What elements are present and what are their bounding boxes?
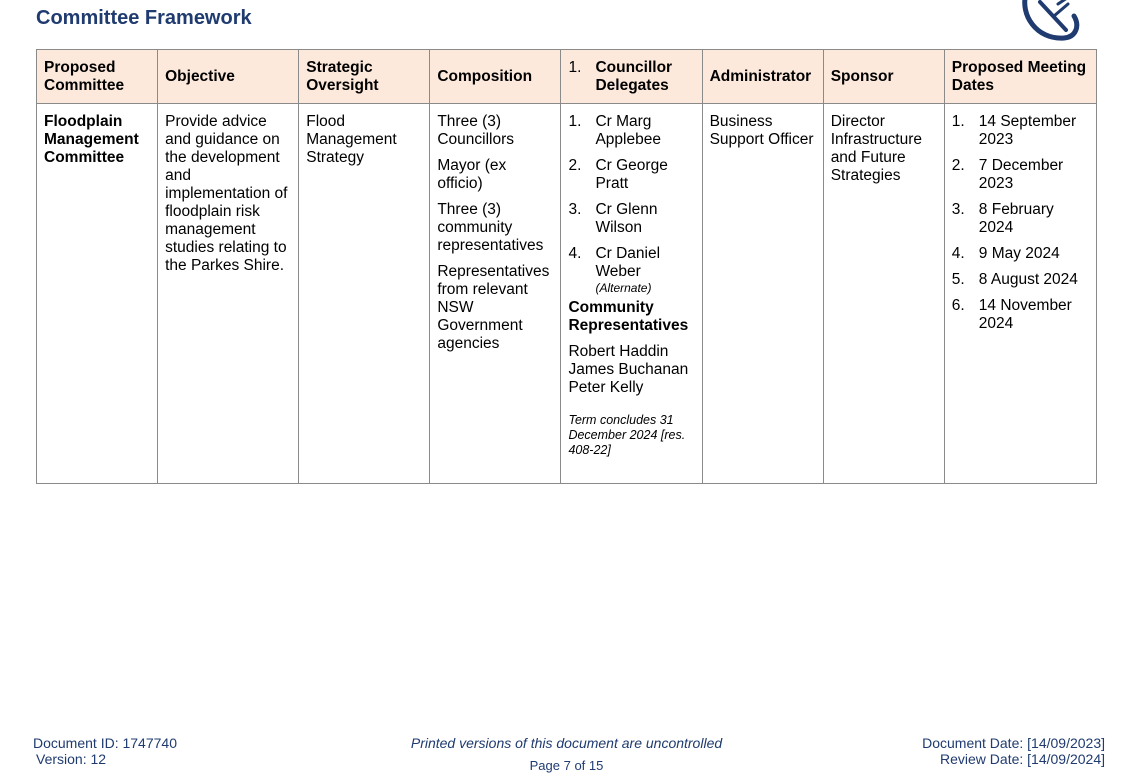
meeting-date: 7 December 2023: [978, 157, 1064, 192]
list-number: 1.: [568, 113, 582, 130]
meeting-date-item: [952, 201, 1089, 237]
table-row: [37, 104, 1097, 484]
list-number: 3.: [951, 201, 965, 218]
document-id: Document ID: 1747740: [33, 735, 177, 751]
delegate-name: Cr Daniel Weber: [595, 245, 661, 280]
delegate-item: [568, 245, 694, 295]
header-proposed-committee: Proposed Committee: [37, 50, 158, 104]
meeting-date-item: [952, 297, 1089, 333]
cell-committee-name: Floodplain Management Committee: [37, 104, 158, 484]
community-rep: Peter Kelly: [568, 379, 644, 396]
delegate-item: [568, 157, 694, 193]
meeting-date-item: [952, 157, 1089, 193]
cell-objective: Provide advice and guidance on the development and implementation of floodplain risk management studies relating to the Parkes Shire.: [158, 104, 299, 484]
community-rep: James Buchanan: [568, 361, 689, 378]
page-number: Page 7 of 15: [529, 758, 604, 773]
satellite-dish-icon: [1018, 0, 1082, 42]
meeting-date-item: [952, 113, 1089, 149]
meeting-date-item: [952, 271, 1089, 289]
list-number: 5.: [951, 271, 965, 288]
list-number: 4.: [951, 245, 965, 262]
list-number: 4.: [568, 245, 582, 262]
list-number: 1.: [951, 113, 965, 130]
meeting-date: 14 November 2024: [978, 297, 1072, 332]
cell-oversight: Flood Management Strategy: [299, 104, 430, 484]
delegate-name: Cr George Pratt: [595, 157, 668, 192]
header-sponsor: Sponsor: [823, 50, 944, 104]
composition-item: Mayor (ex officio): [437, 157, 507, 192]
meeting-date: 9 May 2024: [978, 245, 1060, 262]
community-heading: Community Representatives: [568, 299, 689, 334]
meeting-date: 8 February 2024: [978, 201, 1054, 236]
document-version: Version: 12: [36, 751, 107, 767]
document-date: Document Date: [14/09/2023]: [922, 735, 1105, 751]
delegates-list: [568, 113, 694, 295]
meeting-date: 8 August 2024: [978, 271, 1078, 288]
header-objective: Objective: [158, 50, 299, 104]
review-date: Review Date: [14/09/2024]: [940, 751, 1105, 767]
header-meeting-dates: Proposed Meeting Dates: [944, 50, 1096, 104]
header-administrator: Administrator: [702, 50, 823, 104]
header-strategic-oversight: Strategic Oversight: [299, 50, 430, 104]
composition-item: Three (3) community representatives: [437, 201, 544, 254]
term-note: Term concludes 31 December 2024 [res. 408-22]: [568, 413, 686, 457]
meeting-dates-list: [952, 113, 1089, 333]
list-number: 2.: [568, 157, 582, 174]
alternate-note: (Alternate): [595, 281, 652, 295]
table-header-row: [37, 50, 1097, 104]
list-number: 6.: [951, 297, 965, 314]
delegate-name: Cr Glenn Wilson: [595, 201, 658, 236]
cell-meeting-dates: [944, 104, 1096, 484]
header-delegates-number: 1.: [568, 58, 582, 76]
cell-sponsor: Director Infrastructure and Future Strategies: [823, 104, 944, 484]
footer-right: [922, 735, 1105, 767]
cell-delegates: [561, 104, 702, 484]
composition-item: Three (3) Councillors: [437, 113, 515, 148]
composition-item: Representatives from relevant NSW Government agencies: [437, 263, 550, 352]
header-composition: Composition: [430, 50, 561, 104]
uncontrolled-notice: Printed versions of this document are uncontrolled: [410, 735, 723, 751]
delegate-item: [568, 113, 694, 149]
delegate-name: Cr Marg Applebee: [595, 113, 661, 148]
cell-administrator: Business Support Officer: [702, 104, 823, 484]
meeting-date: 14 September 2023: [978, 113, 1077, 148]
meeting-date-item: [952, 245, 1089, 263]
header-councillor-delegates: [561, 50, 702, 104]
page-title: Committee Framework: [36, 7, 252, 29]
committee-framework-table: [36, 49, 1097, 484]
delegate-item: [568, 201, 694, 237]
list-number: 2.: [951, 157, 965, 174]
list-number: 3.: [568, 201, 582, 218]
header-delegates-label: Councillor Delegates: [595, 58, 673, 94]
cell-composition: [430, 104, 561, 484]
community-rep: Robert Haddin: [568, 343, 669, 360]
